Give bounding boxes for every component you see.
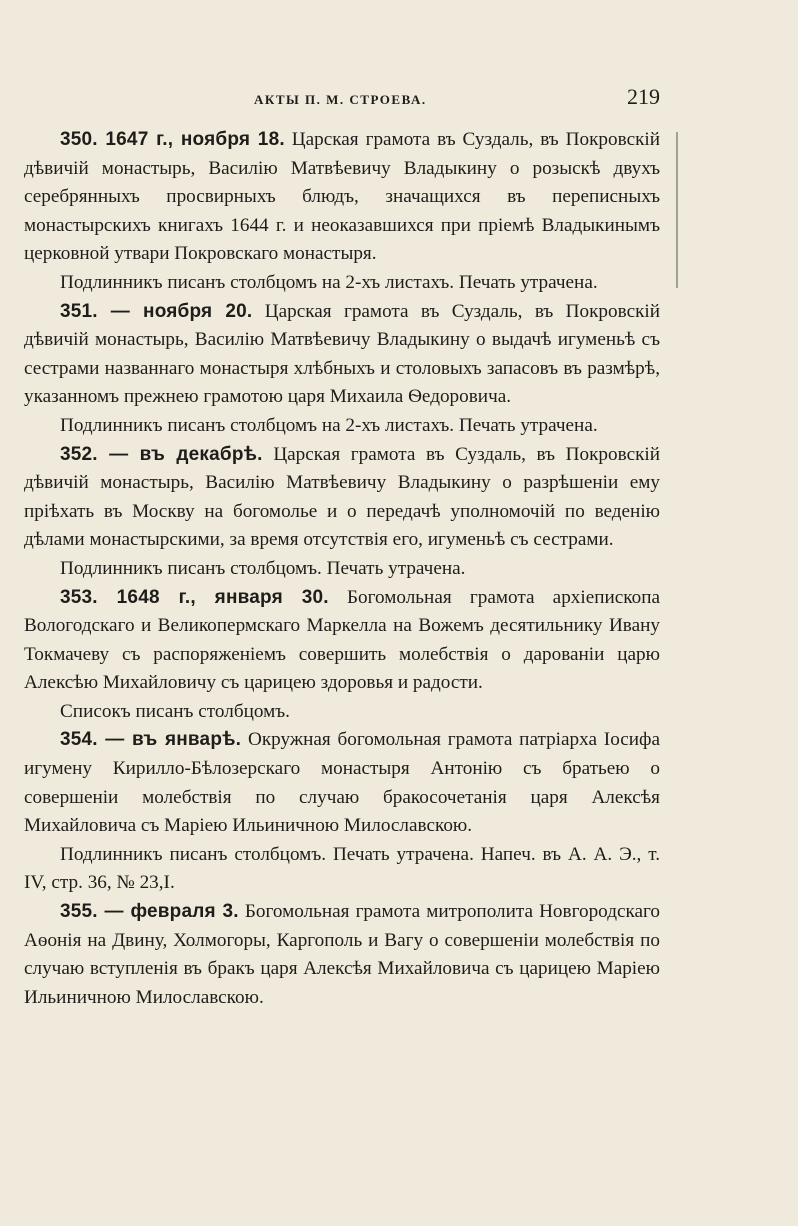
entry-353 — [24, 584, 660, 727]
page-number: 219 — [627, 84, 660, 109]
entry-352 — [24, 441, 660, 584]
margin-mark — [676, 132, 678, 288]
entry-351 — [24, 298, 660, 441]
entry-description: Царская грамота въ Суздаль, въ Покровскій дѣвичій монастырь, Василію Матвѣевичу Владыкину о выдачѣ игуменьѣ съ сестрами названнаго монастыря хлѣбныхъ и столовыхъ запасовъ въ размѣрѣ, указанномъ прежнею грамотою царя Михаила Ѳедоровича. — [24, 300, 661, 408]
entry-lead: 353. 1648 г., января 30. — [60, 586, 329, 608]
entry-description: Богомольная грамота архіепископа Вологодскаго и Великопермскаго Маркелла на Вожемъ десятильнику Ивану Токмачеву съ распоряженіемъ совершить молебствія о дарованіи царю Алексѣю Михайловичу съ царицею здоровья и радости. — [24, 586, 661, 694]
entry-paragraph — [24, 126, 660, 269]
entry-note: Подлинникъ писанъ столбцомъ. Печать утрачена. — [60, 557, 466, 579]
entry-paragraph — [24, 441, 660, 555]
entry-note: Списокъ писанъ столбцомъ. — [60, 700, 290, 722]
entry-paragraph — [24, 298, 660, 412]
running-head: АКТЫ П. М. СТРОЕВА. — [254, 92, 427, 107]
entry-description: Царская грамота въ Суздаль, въ Покровскій дѣвичій монастырь, Василію Матвѣевичу Владыкину о розыскѣ двухъ серебрянныхъ просвирныхъ блюдъ, значащихся въ переписныхъ монастырскихъ книгахъ 1644 г. и неоказавшихся при пріемѣ Владыкинымъ церковной утвари Покровскаго монастыря. — [24, 129, 661, 265]
entry-lead: 350. 1647 г., ноября 18. — [60, 129, 285, 150]
page-header — [28, 84, 660, 114]
entry-description: Богомольная грамота митрополита Новгородскаго Аѳонія на Двину, Холмогоры, Каргополь и Вагу о совершеніи молебствія по случаю вступленія въ бракъ царя Алексѣя Михайловича съ царицею Маріею Ильиничною Милославскою. — [24, 901, 661, 1008]
entry-note: Подлинникъ писанъ столбцомъ на 2-хъ листахъ. Печать утрачена. — [60, 271, 598, 293]
entry-paragraph — [24, 898, 660, 1012]
entry-paragraph — [24, 584, 660, 698]
entry-lead: 355. — февраля 3. — [60, 901, 239, 923]
entry-lead: 351. — ноября 20. — [60, 300, 253, 322]
entry-355 — [24, 898, 660, 1012]
entry-description: Окружная богомольная грамота патріарха Іосифа игумену Кирилло-Бѣлозерскаго монастыря Антонію съ братьею о совершеніи молебствія по случаю бракосочетанія царя Алексѣя Михайловича съ Маріею Ильиничною Милославскою. — [24, 729, 660, 837]
document-body — [24, 126, 660, 1012]
entry-note: Подлинникъ писанъ столбцомъ. Печать утрачена. Напеч. въ А. А. Э., т. IV, стр. 36, № 23,I. — [24, 843, 660, 894]
entry-description: Царская грамота въ Суздаль, въ Покровскій дѣвичій монастырь, Василію Матвѣевичу Владыкину о разрѣшеніи ему пріѣхать въ Москву на богомолье и о передачѣ уполномочій по веденію дѣлами монастырскими, за время отсутствія его, игуменьѣ съ сестрами. — [24, 443, 661, 551]
entry-lead: 352. — въ декабрѣ. — [60, 443, 263, 465]
entry-paragraph — [24, 726, 660, 840]
entry-350 — [24, 126, 660, 298]
entry-note: Подлинникъ писанъ столбцомъ на 2-хъ листахъ. Печать утрачена. — [60, 414, 598, 436]
entry-354 — [24, 726, 660, 898]
entry-lead: 354. — въ январѣ. — [60, 729, 242, 751]
